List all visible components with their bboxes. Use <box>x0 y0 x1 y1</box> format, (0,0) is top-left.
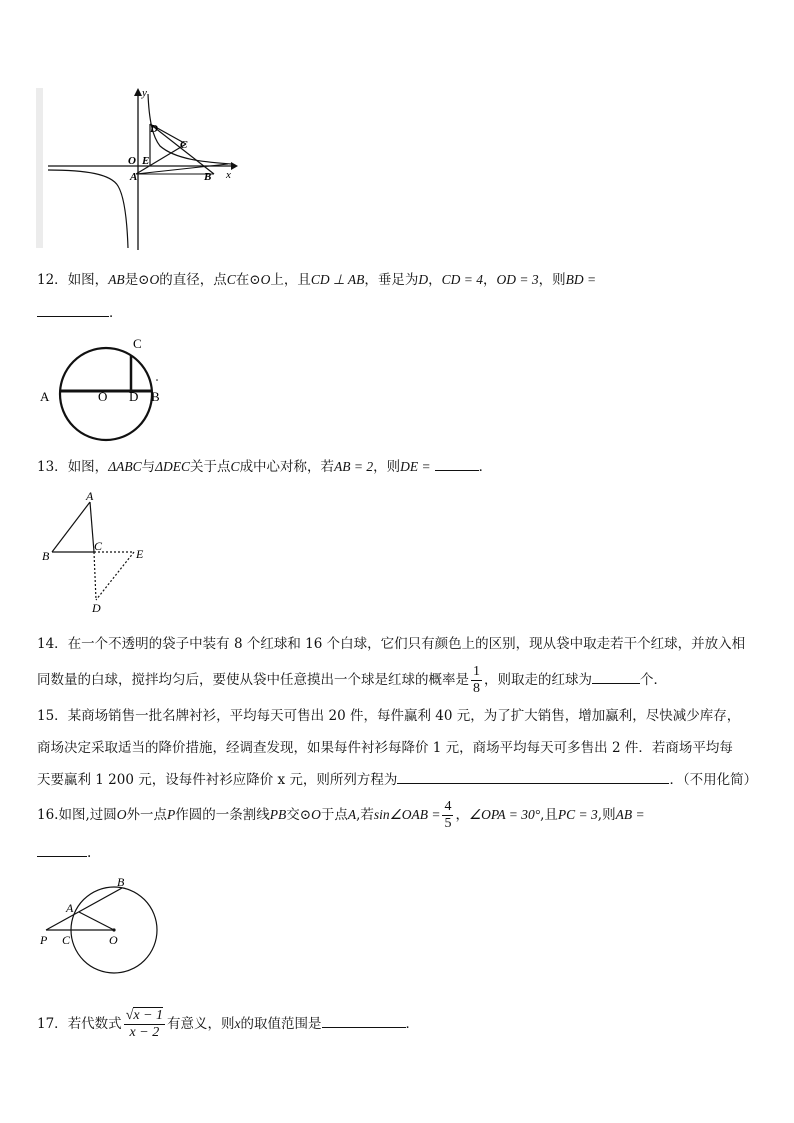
q11-label-a: A <box>130 171 138 183</box>
q11-label-o: O <box>128 155 136 167</box>
q12-label-o: O <box>98 389 108 404</box>
q12-var-c: C <box>226 272 236 287</box>
q16-label-b: B <box>117 875 125 889</box>
q16-t5: 于点 <box>320 807 348 823</box>
q16-var-o: O <box>116 807 127 822</box>
q12-text <box>37 270 596 290</box>
q16-t6: ,若 <box>356 807 374 823</box>
q13-t2: 与 <box>141 459 156 475</box>
q17-text <box>37 1004 419 1044</box>
q12-var-d: D <box>418 272 429 287</box>
q16-var-o2: O <box>311 807 321 822</box>
q16-label-p: P <box>40 933 48 947</box>
q12-t4: 在⊙ <box>235 272 261 288</box>
q16-var-p: P <box>167 807 176 822</box>
q16-var-pb: PB <box>269 807 287 822</box>
q12-number: 12． <box>37 272 68 288</box>
q12-label-d: D <box>129 389 139 404</box>
q13-label-d: D <box>92 601 101 615</box>
q13-t1: 如图， <box>67 459 109 475</box>
q14-text-line2a: 同数量的白球，搅拌均匀后，要使从袋中任意摸出一个球是红球的概率是 <box>37 672 469 688</box>
q14-frac-den: 8 <box>473 681 480 696</box>
q11-label-b: B <box>204 171 212 183</box>
q16-var-pc: PC = 3 <box>557 807 598 822</box>
q16-t4: 交⊙ <box>286 807 312 823</box>
q13-var-c: C <box>230 459 240 474</box>
q12-t5: 上，且 <box>270 272 311 288</box>
q16-frac-num: 4 <box>444 799 452 814</box>
q14-text-line2c: 个． <box>640 672 667 688</box>
q15-number: 15． <box>37 708 68 724</box>
q12-tail: ． <box>109 305 123 321</box>
q12-var-o2: O <box>260 272 271 287</box>
q14-text-line1: 在一个不透明的袋子中装有 8 个红球和 16 个白球，它们只有颜色上的区别，现从袋中取走若干个红球，并放入相 <box>67 636 746 652</box>
q12-t8: ， <box>482 272 497 288</box>
q12-label-a: A <box>40 389 50 404</box>
q13-tail: ． <box>478 459 493 475</box>
q13-label-e: E <box>136 547 144 561</box>
q13-answer-blank[interactable] <box>435 456 479 471</box>
q17-fraction <box>124 1008 165 1041</box>
q11-label-d: D <box>150 123 158 135</box>
q16-answer-line <box>37 842 91 863</box>
q17-sqrt-symbol: √ <box>125 1008 134 1023</box>
q13-label-c: C <box>94 539 103 553</box>
q16-var-sin: sin∠OAB = <box>373 807 441 822</box>
q13-var-ab: AB = 2 <box>334 459 374 474</box>
q13-label-b: B <box>42 549 50 563</box>
q16-label-a: A <box>66 901 74 915</box>
q15-text-line3a: 天要赢利 1 200 元，设每件衬衫应降价 x 元，则所列方程为 <box>37 772 398 788</box>
q14-frac-num: 1 <box>473 664 480 679</box>
q14-line2 <box>37 660 667 700</box>
q15-line2 <box>37 738 733 758</box>
q15-text-line2: 商场决定采取适当的降价措施，经调查发现，如果每件衬衫每降价 1 元，商场平均每天可多售出 2 件．若商场平均每 <box>37 740 733 756</box>
q12-var-od: OD = 3 <box>496 272 539 287</box>
q13-label-a: A <box>86 489 94 503</box>
q16-text <box>37 795 645 835</box>
q11-label-e: E <box>142 155 150 167</box>
q17-number: 17． <box>37 1016 68 1032</box>
q16-var-angle: ∠OPA = 30° <box>468 807 541 822</box>
q14-line1 <box>37 634 745 654</box>
q12-t6: ，垂足为 <box>364 272 419 288</box>
q13-figure <box>36 488 156 616</box>
q12-var-ab: AB <box>108 272 125 287</box>
q16-tail: . <box>87 845 92 861</box>
q12-t9: ，则 <box>538 272 566 288</box>
q12-t1: 如图， <box>67 272 109 288</box>
q12-var-cd: CD = 4 <box>441 272 483 287</box>
q17-frac-den: x − 2 <box>129 1025 160 1040</box>
q16-t7: ， <box>455 807 469 823</box>
q17-frac-num: x − 1 <box>133 1008 164 1023</box>
q16-figure <box>36 874 166 978</box>
q13-var-abc: ΔABC <box>108 459 142 474</box>
q16-label-o: O <box>109 933 118 947</box>
q12-var-o: O <box>149 272 160 287</box>
q11-label-c: C <box>180 139 188 151</box>
q17-answer-blank[interactable] <box>322 1013 406 1028</box>
q12-var-cd-ab: CD ⊥ AB <box>310 272 365 287</box>
q13-text <box>37 456 492 477</box>
q16-answer-blank[interactable] <box>37 842 87 857</box>
q12-t7: ， <box>428 272 442 288</box>
q12-t2: 是⊙ <box>124 272 150 288</box>
q16-fraction <box>442 799 453 832</box>
q11-figure <box>36 88 241 253</box>
q16-label-c: C <box>62 933 71 947</box>
q17-t3: 的取值范围是 <box>240 1016 322 1032</box>
q17-t1: 若代数式 <box>67 1016 122 1032</box>
q14-fraction <box>471 664 482 697</box>
q14-number: 14． <box>37 636 68 652</box>
q13-t4: 成中心对称，若 <box>239 459 335 475</box>
q11-label-x: x <box>226 169 231 181</box>
q17-frac-num-wrap <box>124 1008 165 1025</box>
q16-frac-den: 5 <box>444 816 452 831</box>
q12-figure <box>36 334 176 442</box>
q15-line3 <box>37 769 757 790</box>
q17-var-x: x <box>234 1016 241 1031</box>
q13-t3: 关于点 <box>190 459 231 475</box>
q17-t2: 有意义，则 <box>167 1016 235 1032</box>
q16-number: 16. <box>37 807 59 823</box>
q15-answer-blank[interactable] <box>397 769 669 784</box>
q14-text-line2b: ，则取走的红球为 <box>484 672 592 688</box>
q16-var-ab: AB = <box>615 807 645 822</box>
q12-label-b: B <box>151 389 160 404</box>
q13-t5: ，则 <box>373 459 401 475</box>
q12-answer-blank[interactable] <box>37 302 109 317</box>
q12-t3: 的直径，点 <box>159 272 227 288</box>
q17-tail: ． <box>405 1016 420 1032</box>
q14-answer-blank[interactable] <box>592 669 640 684</box>
q16-var-a: A <box>347 807 357 822</box>
q16-t1: 如图,过圆 <box>58 807 117 823</box>
q13-var-de: DE = <box>400 459 431 474</box>
q11-label-y: y <box>142 88 147 99</box>
q15-text-line1: 某商场销售一批名牌衬衫，平均每天可售出 20 件，每件赢利 40 元，为了扩大销售，增加赢利，尽快减少库存， <box>67 708 741 724</box>
q16-t2: 外一点 <box>126 807 168 823</box>
q12-var-bd: BD = <box>565 272 597 287</box>
q13-var-dec: ΔDEC <box>155 459 191 474</box>
q16-t3: 作圆的一条割线 <box>175 807 270 823</box>
q12-answer-line <box>37 302 123 323</box>
q12-label-c: C <box>133 336 142 351</box>
q16-t9: ,则 <box>597 807 616 823</box>
q13-number: 13． <box>37 459 68 475</box>
q16-t8: ,且 <box>540 807 558 823</box>
q15-text-line3b: ．（不用化简） <box>669 772 758 788</box>
q15-line1 <box>37 706 740 726</box>
